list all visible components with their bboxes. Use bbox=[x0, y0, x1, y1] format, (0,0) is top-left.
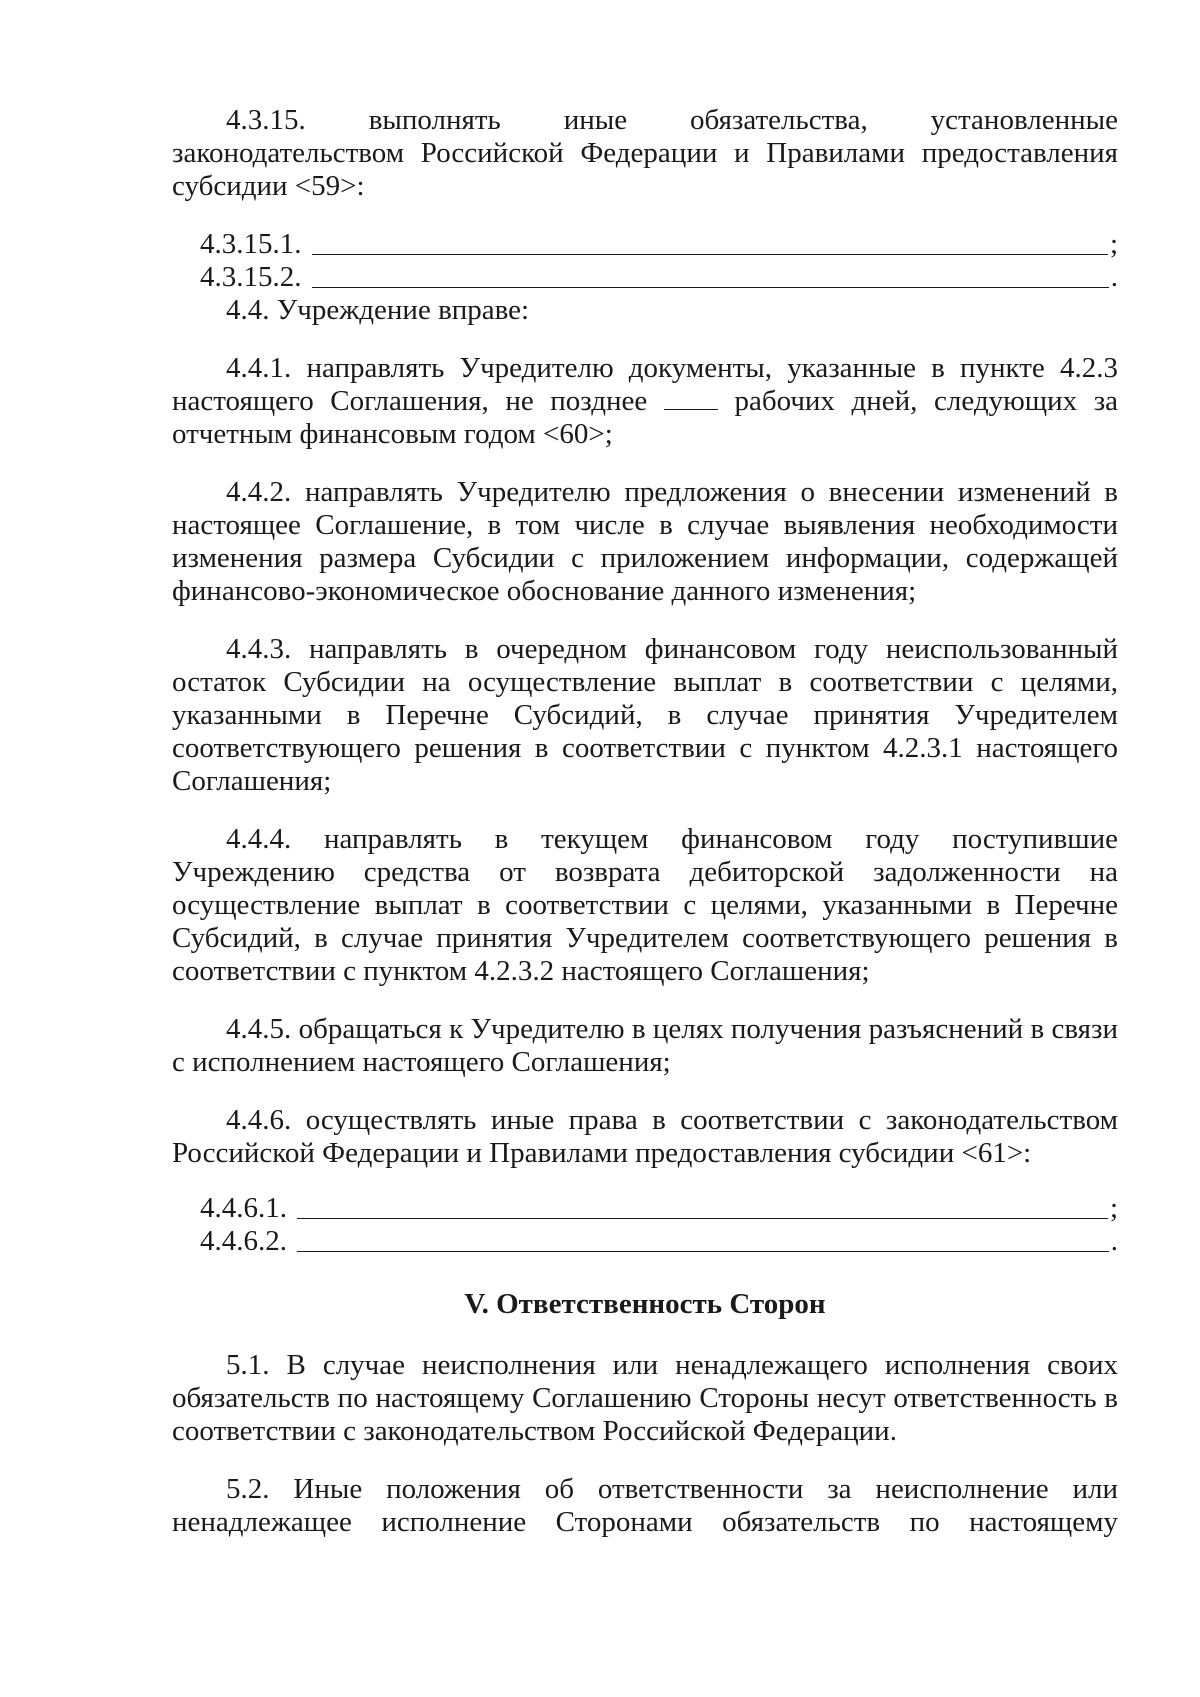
paragraph-4-4-2: 4.4.2. направлять Учредителю предложения о внесении изменений в настоящее Соглашение, в том числе в случае выявления необходимости изменения размера Субсидии с приложением информации, содержащей финансово-экономическое обоснование данного изменения; bbox=[172, 476, 1118, 607]
blank-line bbox=[312, 287, 1109, 288]
paragraph-4-4-5: 4.4.5. обращаться к Учредителю в целях получения разъяснений в связи с исполнением настоящего Соглашения; bbox=[172, 1013, 1118, 1078]
item-terminator: . bbox=[1110, 261, 1118, 293]
paragraph-5-1: 5.1. В случае неисполнения или ненадлежащего исполнения своих обязательств по настоящему Соглашению Стороны несут ответственность в соответствии с законодательством Российской Федерации. bbox=[172, 1349, 1118, 1447]
item-number: 4.4.6.2. bbox=[200, 1225, 287, 1257]
section-heading-v: V. Ответственность Сторон bbox=[464, 1288, 826, 1320]
paragraph-5-2: 5.2. Иные положения об ответственности за неисполнение или ненадлежащее исполнение Сторонами обязательств по настоящему bbox=[172, 1473, 1118, 1538]
paragraph-4-4-1-start: 4.4.1. направлять Учредителю документы, указанные в пункте 4.2.3 настоящего Соглашения, не позднее bbox=[172, 352, 1118, 417]
fill-line-4-3-15-2 bbox=[172, 261, 1118, 294]
blank-line bbox=[312, 254, 1108, 255]
item-number: 4.3.15.2. bbox=[200, 261, 302, 293]
item-number: 4.4.6.1. bbox=[200, 1192, 287, 1224]
paragraph-4-4-1-end: рабочих дней, следующих за отчетным финансовым годом <60>; bbox=[172, 385, 1119, 450]
item-terminator: . bbox=[1110, 1225, 1118, 1257]
paragraph-4-4-1 bbox=[172, 352, 1118, 451]
item-terminator: ; bbox=[1109, 228, 1118, 260]
paragraph-4-4-4: 4.4.4. направлять в текущем финансовом году поступившие Учреждению средства от возврата дебиторской задолженности на осуществление выплат в соответствии с целями, указанными в Перечне Субсидий, в случае принятия Учредителем соответствующего решения в соответствии с пунктом 4.2.3.2 настоящего Соглашения; bbox=[172, 823, 1118, 987]
paragraph-4-4-3: 4.4.3. направлять в очередном финансовом году неиспользованный остаток Субсидии на осуществление выплат в соответствии с целями, указанными в Перечне Субсидий, в случае принятия Учредителем соответствующего решения в соответствии с пунктом 4.2.3.1 настоящего Соглашения; bbox=[172, 633, 1118, 797]
fill-line-4-4-6-1 bbox=[172, 1192, 1118, 1225]
paragraph-4-3-15: 4.3.15. выполнять иные обязательства, установленные законодательством Российской Федерации и Правилами предоставления субсидии <59>: bbox=[172, 104, 1118, 202]
document-body bbox=[172, 104, 1118, 1539]
blank-line bbox=[297, 1251, 1109, 1252]
item-number: 4.3.15.1. bbox=[200, 228, 302, 260]
item-terminator: ; bbox=[1109, 1192, 1118, 1224]
fill-line-4-3-15-1 bbox=[172, 228, 1118, 261]
blank-line bbox=[297, 1218, 1108, 1219]
fill-line-4-4-6-2 bbox=[172, 1225, 1118, 1258]
paragraph-4-4-6: 4.4.6. осуществлять иные права в соответствии с законодательством Российской Федерации и Правилами предоставления субсидии <61>: bbox=[172, 1104, 1118, 1169]
blank-days-field bbox=[664, 387, 718, 410]
paragraph-4-4: 4.4. Учреждение вправе: bbox=[226, 294, 530, 326]
